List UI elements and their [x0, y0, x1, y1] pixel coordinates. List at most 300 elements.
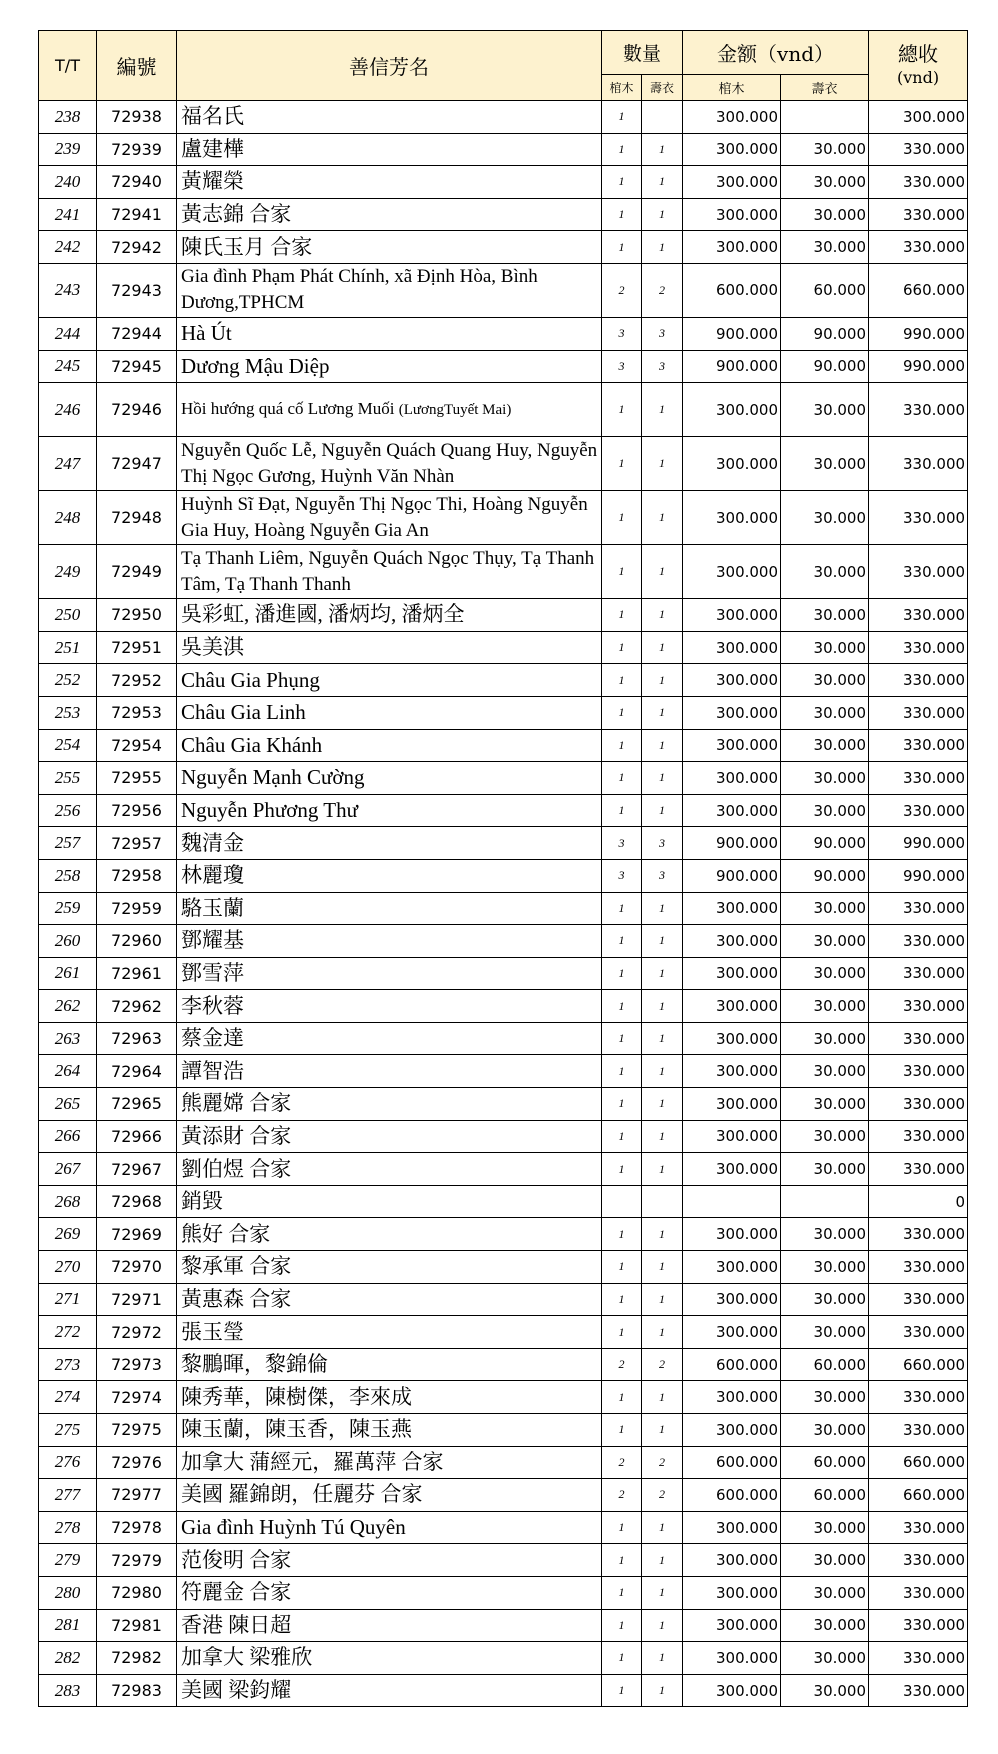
row-code: 72948: [97, 491, 177, 545]
donor-name: [177, 1414, 602, 1447]
row-number: 258: [39, 859, 97, 892]
row-code: 72960: [97, 925, 177, 958]
qty-robe: 1: [642, 1544, 683, 1577]
amount-coffin: 900.000: [683, 859, 781, 892]
donor-name: [177, 762, 602, 795]
qty-robe: 1: [642, 990, 683, 1023]
table-row: [39, 166, 968, 199]
donor-name-text: 黎承軍 合家: [181, 1254, 292, 1279]
row-total: 660.000: [869, 263, 968, 317]
qty-robe: 1: [642, 231, 683, 264]
amount-robe: 30.000: [781, 1316, 869, 1349]
qty-robe: 1: [642, 1642, 683, 1675]
row-number: 268: [39, 1185, 97, 1218]
row-total: 330.000: [869, 1088, 968, 1121]
amount-coffin: 300.000: [683, 1153, 781, 1186]
donor-name-text: Châu Gia Phụng: [181, 667, 320, 692]
donor-name-text: 陳玉蘭，陳玉香，陳玉燕: [181, 1417, 412, 1442]
row-total: 330.000: [869, 231, 968, 264]
row-number: 248: [39, 491, 97, 545]
row-total: 330.000: [869, 545, 968, 599]
qty-robe: 1: [642, 1283, 683, 1316]
row-code: 72946: [97, 383, 177, 437]
amount-robe: 30.000: [781, 664, 869, 697]
table-row: [39, 1674, 968, 1707]
amount-coffin: 300.000: [683, 1251, 781, 1284]
row-total: 330.000: [869, 1316, 968, 1349]
donor-name-text: 香港 陳日超: [181, 1612, 292, 1637]
qty-coffin: 2: [602, 1446, 642, 1479]
donor-name-text: 吳彩虹, 潘進國, 潘炳均, 潘炳全: [181, 602, 465, 627]
qty-robe: 1: [642, 1381, 683, 1414]
qty-robe: 1: [642, 1251, 683, 1284]
amount-robe: 60.000: [781, 263, 869, 317]
donor-name: [177, 990, 602, 1023]
amount-coffin: 300.000: [683, 1120, 781, 1153]
row-total: 660.000: [869, 1348, 968, 1381]
row-total: 330.000: [869, 925, 968, 958]
header-name: 善信芳名: [177, 31, 602, 101]
donor-name: [177, 1381, 602, 1414]
amount-robe: 30.000: [781, 491, 869, 545]
amount-coffin: 300.000: [683, 383, 781, 437]
row-code: 72942: [97, 231, 177, 264]
qty-robe: 3: [642, 827, 683, 860]
row-number: 266: [39, 1120, 97, 1153]
amount-coffin: 300.000: [683, 1609, 781, 1642]
row-code: 72979: [97, 1544, 177, 1577]
row-number: 273: [39, 1348, 97, 1381]
row-code: 72956: [97, 794, 177, 827]
qty-robe: 1: [642, 892, 683, 925]
table-row: [39, 1609, 968, 1642]
donor-name-text: Gia đình Phạm Phát Chính, xã Định Hòa, Bình Dương,TPHCM: [181, 266, 538, 314]
qty-coffin: 2: [602, 1348, 642, 1381]
row-code: 72978: [97, 1511, 177, 1544]
qty-coffin: 2: [602, 1479, 642, 1512]
donor-name-text: 陳秀華，陳樹傑，李來成: [181, 1384, 412, 1409]
row-code: 72961: [97, 957, 177, 990]
amount-coffin: 300.000: [683, 664, 781, 697]
qty-coffin: 1: [602, 1414, 642, 1447]
amount-robe: 30.000: [781, 1218, 869, 1251]
table-row: [39, 696, 968, 729]
qty-robe: 1: [642, 599, 683, 632]
qty-coffin: 1: [602, 1674, 642, 1707]
row-total: 330.000: [869, 1022, 968, 1055]
qty-robe: [642, 101, 683, 134]
qty-coffin: 1: [602, 491, 642, 545]
row-code: 72939: [97, 133, 177, 166]
qty-robe: 1: [642, 1576, 683, 1609]
table-body: [39, 101, 968, 1707]
qty-robe: 1: [642, 664, 683, 697]
qty-coffin: 1: [602, 198, 642, 231]
row-total: 0: [869, 1185, 968, 1218]
table-row: [39, 859, 968, 892]
donor-name-text: Dương Mậu Diệp: [181, 353, 330, 378]
donor-name-text: 吳美淇: [181, 635, 244, 660]
amount-robe: 30.000: [781, 1642, 869, 1675]
amount-coffin: 300.000: [683, 957, 781, 990]
table-row: [39, 263, 968, 317]
amount-coffin: 300.000: [683, 437, 781, 491]
row-number: 246: [39, 383, 97, 437]
amount-coffin: 300.000: [683, 133, 781, 166]
amount-coffin: 300.000: [683, 231, 781, 264]
amount-coffin: 300.000: [683, 101, 781, 134]
donor-name: [177, 1479, 602, 1512]
amount-robe: 30.000: [781, 1055, 869, 1088]
table-row: [39, 198, 968, 231]
donor-name: [177, 1185, 602, 1218]
row-total: 330.000: [869, 729, 968, 762]
row-number: 245: [39, 350, 97, 383]
donor-name-text: 張玉瑩: [181, 1319, 244, 1344]
qty-robe: 1: [642, 762, 683, 795]
donor-name-text: 劉伯煜 合家: [181, 1156, 292, 1181]
donor-name: [177, 350, 602, 383]
amount-robe: 30.000: [781, 1120, 869, 1153]
qty-coffin: 1: [602, 437, 642, 491]
row-total: 330.000: [869, 599, 968, 632]
row-number: 251: [39, 631, 97, 664]
row-code: 72971: [97, 1283, 177, 1316]
qty-robe: 1: [642, 794, 683, 827]
donor-name-text: 魏清金: [181, 830, 244, 855]
donor-name: [177, 1642, 602, 1675]
qty-robe: 1: [642, 1218, 683, 1251]
qty-robe: 1: [642, 166, 683, 199]
row-code: 72969: [97, 1218, 177, 1251]
qty-robe: 1: [642, 1316, 683, 1349]
row-code: 72965: [97, 1088, 177, 1121]
donor-name: [177, 1576, 602, 1609]
amount-robe: 30.000: [781, 166, 869, 199]
table-row: [39, 437, 968, 491]
donor-name: [177, 198, 602, 231]
qty-coffin: 1: [602, 101, 642, 134]
amount-coffin: 300.000: [683, 1088, 781, 1121]
row-code: 72955: [97, 762, 177, 795]
row-total: 330.000: [869, 1414, 968, 1447]
donor-name: [177, 827, 602, 860]
donor-name-text: 熊麗嫦 合家: [181, 1091, 292, 1116]
row-total: 330.000: [869, 1153, 968, 1186]
qty-coffin: 1: [602, 1022, 642, 1055]
amount-coffin: 300.000: [683, 491, 781, 545]
qty-robe: [642, 1185, 683, 1218]
row-code: 72970: [97, 1251, 177, 1284]
table-row: [39, 599, 968, 632]
header-total-label: 總收: [898, 41, 939, 66]
amount-robe: 90.000: [781, 859, 869, 892]
donor-name-text: 鄧雪萍: [181, 960, 244, 985]
donor-name: [177, 1348, 602, 1381]
qty-robe: 1: [642, 1088, 683, 1121]
row-number: 260: [39, 925, 97, 958]
amount-coffin: 300.000: [683, 762, 781, 795]
row-code: 72938: [97, 101, 177, 134]
row-code: 72962: [97, 990, 177, 1023]
qty-coffin: 1: [602, 133, 642, 166]
amount-robe: 30.000: [781, 631, 869, 664]
row-total: 330.000: [869, 957, 968, 990]
donor-name-text: 美國 梁鈞耀: [181, 1678, 292, 1703]
amount-coffin: 300.000: [683, 599, 781, 632]
row-total: 990.000: [869, 859, 968, 892]
qty-coffin: 3: [602, 827, 642, 860]
header-tt: T/T: [39, 31, 97, 101]
table-row: [39, 491, 968, 545]
amount-coffin: 300.000: [683, 1414, 781, 1447]
donor-name: [177, 892, 602, 925]
row-number: 271: [39, 1283, 97, 1316]
table-row: [39, 231, 968, 264]
qty-robe: 1: [642, 1120, 683, 1153]
row-code: 72973: [97, 1348, 177, 1381]
header-code: 編號: [97, 31, 177, 101]
table-row: [39, 631, 968, 664]
donor-name: [177, 263, 602, 317]
row-number: 274: [39, 1381, 97, 1414]
qty-robe: 1: [642, 696, 683, 729]
row-number: 252: [39, 664, 97, 697]
header-total: [869, 31, 968, 101]
qty-coffin: 1: [602, 1381, 642, 1414]
donor-name-text: Nguyễn Mạnh Cường: [181, 765, 365, 790]
table-row: [39, 317, 968, 350]
table-row: [39, 1544, 968, 1577]
amount-robe: 30.000: [781, 1544, 869, 1577]
header-total-unit: (vnd): [896, 67, 940, 87]
table-row: [39, 1153, 968, 1186]
amount-coffin: 300.000: [683, 1511, 781, 1544]
row-number: 281: [39, 1609, 97, 1642]
qty-robe: 1: [642, 729, 683, 762]
amount-robe: 30.000: [781, 1414, 869, 1447]
donor-name-text: 黃添財 合家: [181, 1123, 292, 1148]
table-row: [39, 1185, 968, 1218]
qty-robe: 1: [642, 1055, 683, 1088]
qty-coffin: 1: [602, 664, 642, 697]
donor-name-text: Hà Út: [181, 321, 232, 346]
row-number: 276: [39, 1446, 97, 1479]
amount-robe: 30.000: [781, 1674, 869, 1707]
donor-name-text: Nguyễn Quốc Lễ, Nguyễn Quách Quang Huy, Nguyễn Thị Ngọc Gương, Huỳnh Văn Nhàn: [181, 439, 598, 487]
donor-name: [177, 664, 602, 697]
amount-robe: 30.000: [781, 545, 869, 599]
table-row: [39, 827, 968, 860]
amount-robe: 30.000: [781, 990, 869, 1023]
row-total: 990.000: [869, 827, 968, 860]
amount-robe: 30.000: [781, 925, 869, 958]
donor-name-note: (LươngTuyết Mai): [398, 402, 512, 419]
row-total: 330.000: [869, 1283, 968, 1316]
qty-robe: 1: [642, 437, 683, 491]
table-row: [39, 1576, 968, 1609]
row-total: 330.000: [869, 437, 968, 491]
qty-coffin: 1: [602, 1283, 642, 1316]
amount-coffin: 300.000: [683, 696, 781, 729]
row-total: 330.000: [869, 1381, 968, 1414]
donor-name-text: 加拿大 梁雅欣: [181, 1645, 313, 1670]
donor-name-text: 銷毀: [181, 1189, 223, 1214]
row-total: 330.000: [869, 794, 968, 827]
table-header: [39, 31, 968, 101]
amount-robe: 30.000: [781, 437, 869, 491]
qty-coffin: 1: [602, 166, 642, 199]
qty-coffin: 1: [602, 729, 642, 762]
table-row: [39, 1283, 968, 1316]
qty-coffin: 1: [602, 599, 642, 632]
qty-coffin: 1: [602, 990, 642, 1023]
donor-name-text: 譚智浩: [181, 1058, 244, 1083]
row-code: 72950: [97, 599, 177, 632]
qty-coffin: 1: [602, 892, 642, 925]
amount-robe: 30.000: [781, 1153, 869, 1186]
row-number: 264: [39, 1055, 97, 1088]
amount-robe: 90.000: [781, 317, 869, 350]
qty-coffin: 1: [602, 231, 642, 264]
row-total: 990.000: [869, 317, 968, 350]
row-total: 330.000: [869, 696, 968, 729]
donor-name: [177, 1316, 602, 1349]
header-amount-robe: 壽衣: [781, 75, 869, 101]
table-row: [39, 925, 968, 958]
qty-coffin: 1: [602, 1642, 642, 1675]
row-code: 72967: [97, 1153, 177, 1186]
amount-coffin: 300.000: [683, 1055, 781, 1088]
qty-robe: 1: [642, 133, 683, 166]
amount-coffin: 300.000: [683, 631, 781, 664]
qty-coffin: 1: [602, 794, 642, 827]
amount-coffin: 600.000: [683, 1446, 781, 1479]
row-total: 300.000: [869, 101, 968, 134]
amount-robe: [781, 1185, 869, 1218]
amount-coffin: 600.000: [683, 1348, 781, 1381]
row-code: 72977: [97, 1479, 177, 1512]
table-row: [39, 383, 968, 437]
row-number: 262: [39, 990, 97, 1023]
amount-coffin: 300.000: [683, 892, 781, 925]
donor-name-text: Gia đình Huỳnh Tú Quyên: [181, 1515, 406, 1540]
row-number: 238: [39, 101, 97, 134]
donor-name: [177, 1055, 602, 1088]
amount-robe: 30.000: [781, 599, 869, 632]
qty-coffin: 1: [602, 1055, 642, 1088]
qty-coffin: 1: [602, 1511, 642, 1544]
qty-robe: 2: [642, 1479, 683, 1512]
donor-name-text: 黃耀榮: [181, 169, 244, 194]
row-code: 72974: [97, 1381, 177, 1414]
row-number: 253: [39, 696, 97, 729]
qty-robe: 1: [642, 1674, 683, 1707]
row-number: 259: [39, 892, 97, 925]
amount-robe: 30.000: [781, 1251, 869, 1284]
row-total: 330.000: [869, 1251, 968, 1284]
donor-name-text: Châu Gia Linh: [181, 700, 306, 725]
donor-name: [177, 1446, 602, 1479]
qty-robe: 1: [642, 383, 683, 437]
row-code: 72980: [97, 1576, 177, 1609]
row-code: 72949: [97, 545, 177, 599]
donor-name: [177, 1088, 602, 1121]
qty-coffin: 1: [602, 1609, 642, 1642]
row-code: 72945: [97, 350, 177, 383]
donor-name: [177, 957, 602, 990]
qty-robe: 1: [642, 1511, 683, 1544]
qty-robe: 1: [642, 1022, 683, 1055]
amount-robe: 30.000: [781, 1609, 869, 1642]
amount-coffin: 300.000: [683, 1674, 781, 1707]
header-qty-coffin: 棺木: [602, 75, 642, 101]
amount-robe: 60.000: [781, 1348, 869, 1381]
row-total: 330.000: [869, 990, 968, 1023]
amount-robe: 30.000: [781, 729, 869, 762]
row-number: 272: [39, 1316, 97, 1349]
donor-name-text: 林麗瓊: [181, 863, 244, 888]
row-code: 72963: [97, 1022, 177, 1055]
row-total: 330.000: [869, 166, 968, 199]
amount-robe: 90.000: [781, 827, 869, 860]
qty-coffin: [602, 1185, 642, 1218]
row-number: 256: [39, 794, 97, 827]
amount-coffin: 300.000: [683, 990, 781, 1023]
amount-robe: 60.000: [781, 1479, 869, 1512]
amount-coffin: 300.000: [683, 729, 781, 762]
table-row: [39, 1479, 968, 1512]
row-total: 330.000: [869, 1511, 968, 1544]
qty-robe: 2: [642, 1446, 683, 1479]
amount-coffin: 300.000: [683, 794, 781, 827]
amount-robe: 30.000: [781, 383, 869, 437]
amount-robe: 30.000: [781, 892, 869, 925]
row-code: 72982: [97, 1642, 177, 1675]
qty-robe: 1: [642, 1609, 683, 1642]
donor-name: [177, 545, 602, 599]
donor-name-text: 范俊明 合家: [181, 1547, 292, 1572]
donor-name-text: Hồi hướng quá cố Lương Muối: [181, 399, 395, 419]
row-number: 257: [39, 827, 97, 860]
amount-coffin: 300.000: [683, 1544, 781, 1577]
table-row: [39, 664, 968, 697]
row-number: 247: [39, 437, 97, 491]
qty-coffin: 1: [602, 762, 642, 795]
donor-name-text: 黃惠森 合家: [181, 1286, 292, 1311]
row-total: 330.000: [869, 1642, 968, 1675]
amount-robe: 30.000: [781, 198, 869, 231]
amount-robe: 30.000: [781, 957, 869, 990]
donor-name-text: Châu Gia Khánh: [181, 732, 323, 757]
donor-name: [177, 859, 602, 892]
amount-robe: 30.000: [781, 1088, 869, 1121]
qty-coffin: 3: [602, 317, 642, 350]
amount-robe: 30.000: [781, 696, 869, 729]
qty-robe: 2: [642, 263, 683, 317]
row-number: 239: [39, 133, 97, 166]
row-total: 990.000: [869, 350, 968, 383]
donor-name: [177, 231, 602, 264]
row-total: 660.000: [869, 1479, 968, 1512]
row-number: 279: [39, 1544, 97, 1577]
qty-robe: 1: [642, 545, 683, 599]
qty-coffin: 1: [602, 925, 642, 958]
table-row: [39, 990, 968, 1023]
row-number: 270: [39, 1251, 97, 1284]
header-quantity: 數量: [602, 31, 683, 75]
row-number: 263: [39, 1022, 97, 1055]
